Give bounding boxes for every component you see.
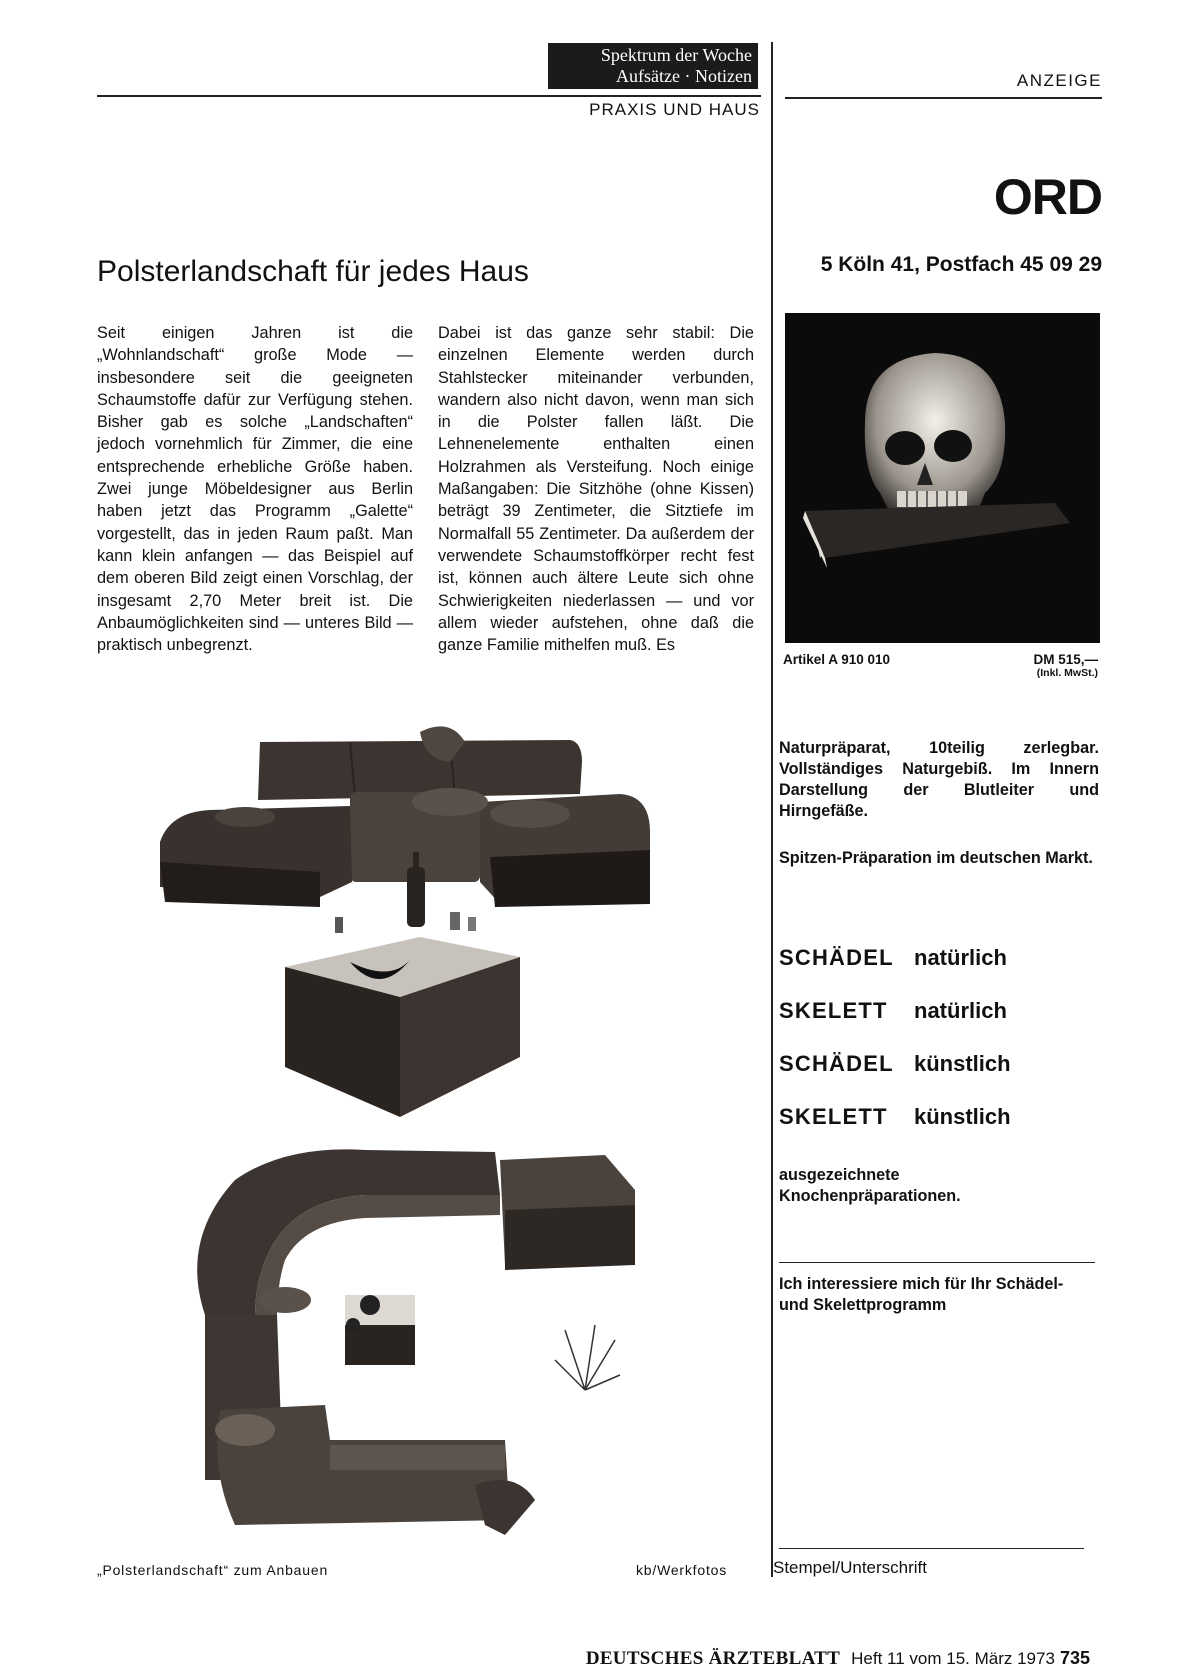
product-3-kind: SCHÄDEL bbox=[779, 1051, 894, 1076]
product-3-type: künstlich bbox=[914, 1051, 1011, 1076]
ad-description-1: Naturpräparat, 10teilig zerlegbar. Vollständiges Naturgebiß. Im Innern Darstellung der Blutleiter und Hirngefäße. bbox=[779, 739, 1099, 820]
sofa-photo-top bbox=[150, 722, 690, 1137]
signature-line[interactable] bbox=[779, 1548, 1084, 1549]
article-number: Artikel A 910 010 bbox=[783, 652, 891, 667]
ad-company: ORD bbox=[993, 169, 1102, 225]
product-1-kind: SCHÄDEL bbox=[779, 945, 894, 970]
article-headline: Polsterlandschaft für jedes Haus bbox=[97, 255, 529, 288]
page-footer bbox=[586, 1648, 1090, 1670]
product-4-kind: SKELETT bbox=[779, 1104, 888, 1129]
article-text-1: Seit einigen Jahren ist die „Wohnlandschaft“ große Mode — insbesondere seit die geeigneten Schaumstoffe dafür zur Verfügung stehen. Bisher gab es solche „Landschaften“ jedoch vornehmlich für Zimmer, die eine entsprechende erhebliche Größe haben. Zwei junge Möbeldesigner aus Berlin haben jetzt das Programm „Galette“ vorgestellt, das in jeden Raum paßt. Man kann klein anfangen — das Beispiel auf dem oberen Bild zeigt einen Vorschlag, der insgesamt 2,70 Meter breit ist. Die Anbaumöglichkeiten sind — unteres Bild — praktisch unbegrenzt. bbox=[97, 324, 413, 655]
photo-caption: „Polsterlandschaft“ zum Anbauen bbox=[97, 1562, 329, 1578]
ad-address: 5 Köln 41, Postfach 45 09 29 bbox=[820, 253, 1102, 276]
header-rule-right bbox=[785, 97, 1102, 99]
photo-credit: kb/Werkfotos bbox=[636, 1562, 728, 1578]
product-4 bbox=[779, 1104, 1011, 1130]
header-rule-left bbox=[97, 95, 761, 97]
publication-name: DEUTSCHES ÄRZTEBLATT bbox=[585, 1648, 841, 1669]
advertisement-label: ANZEIGE bbox=[1016, 71, 1102, 90]
sofa-photo-bottom bbox=[165, 1140, 685, 1540]
section-tag bbox=[548, 43, 758, 89]
ad-description-2: Spitzen-Präparation im deutschen Markt. bbox=[779, 849, 1093, 867]
product-1 bbox=[779, 945, 1007, 971]
section-title: PRAXIS UND HAUS bbox=[589, 100, 760, 119]
article-text-2: Dabei ist das ganze sehr stabil: Die einzelnen Elemente werden durch Stahlstecker miteinander verbunden, wandern also nicht davon, wenn man sich in die Polster fallen läßt. Die Lehnenelemente enthalten einen Holzrahmen als Versteifung. Noch einige Maßangaben: Die Sitzhöhe (ohne Kissen) beträgt 39 Zentimeter, die Sitztiefe im Normalfall 55 Zentimeter. Da außerdem der verwendete Schaumstoffkörper recht fest ist, können auch ältere Leute sich ohne Schwierigkeiten niederlassen — und vor allem wieder aufstehen, ohne daß die ganze Familie mithelfen muß. Es bbox=[438, 324, 754, 655]
product-2-type: natürlich bbox=[914, 998, 1007, 1023]
price bbox=[1033, 652, 1098, 679]
ad-description-3: ausgezeichnete Knochenpräparationen. bbox=[779, 1166, 961, 1205]
stamp-signature-label: Stempel/Unterschrift bbox=[773, 1558, 927, 1577]
product-2 bbox=[779, 998, 1007, 1024]
tag-line-1: Spektrum der Woche bbox=[600, 45, 752, 65]
article-column-2 bbox=[438, 322, 754, 656]
product-2-kind: SKELETT bbox=[779, 998, 888, 1023]
coupon-rule-top bbox=[779, 1262, 1095, 1263]
column-divider bbox=[771, 42, 773, 1577]
price-note: (Inkl. MwSt.) bbox=[1036, 667, 1098, 679]
issue-info: Heft 11 vom 15. März 1973 bbox=[851, 1649, 1055, 1668]
price-value: DM 515,— bbox=[1033, 652, 1098, 667]
page-number: 735 bbox=[1059, 1648, 1090, 1668]
skull-photo bbox=[785, 313, 1100, 643]
product-4-type: künstlich bbox=[914, 1104, 1011, 1129]
coupon-interest-text: Ich interessiere mich für Ihr Schädel- und Skelettprogramm bbox=[779, 1275, 1064, 1314]
article-column-1 bbox=[97, 322, 413, 656]
product-1-type: natürlich bbox=[914, 945, 1007, 970]
tag-line-2: Aufsätze · Notizen bbox=[616, 66, 752, 86]
product-3 bbox=[779, 1051, 1011, 1077]
